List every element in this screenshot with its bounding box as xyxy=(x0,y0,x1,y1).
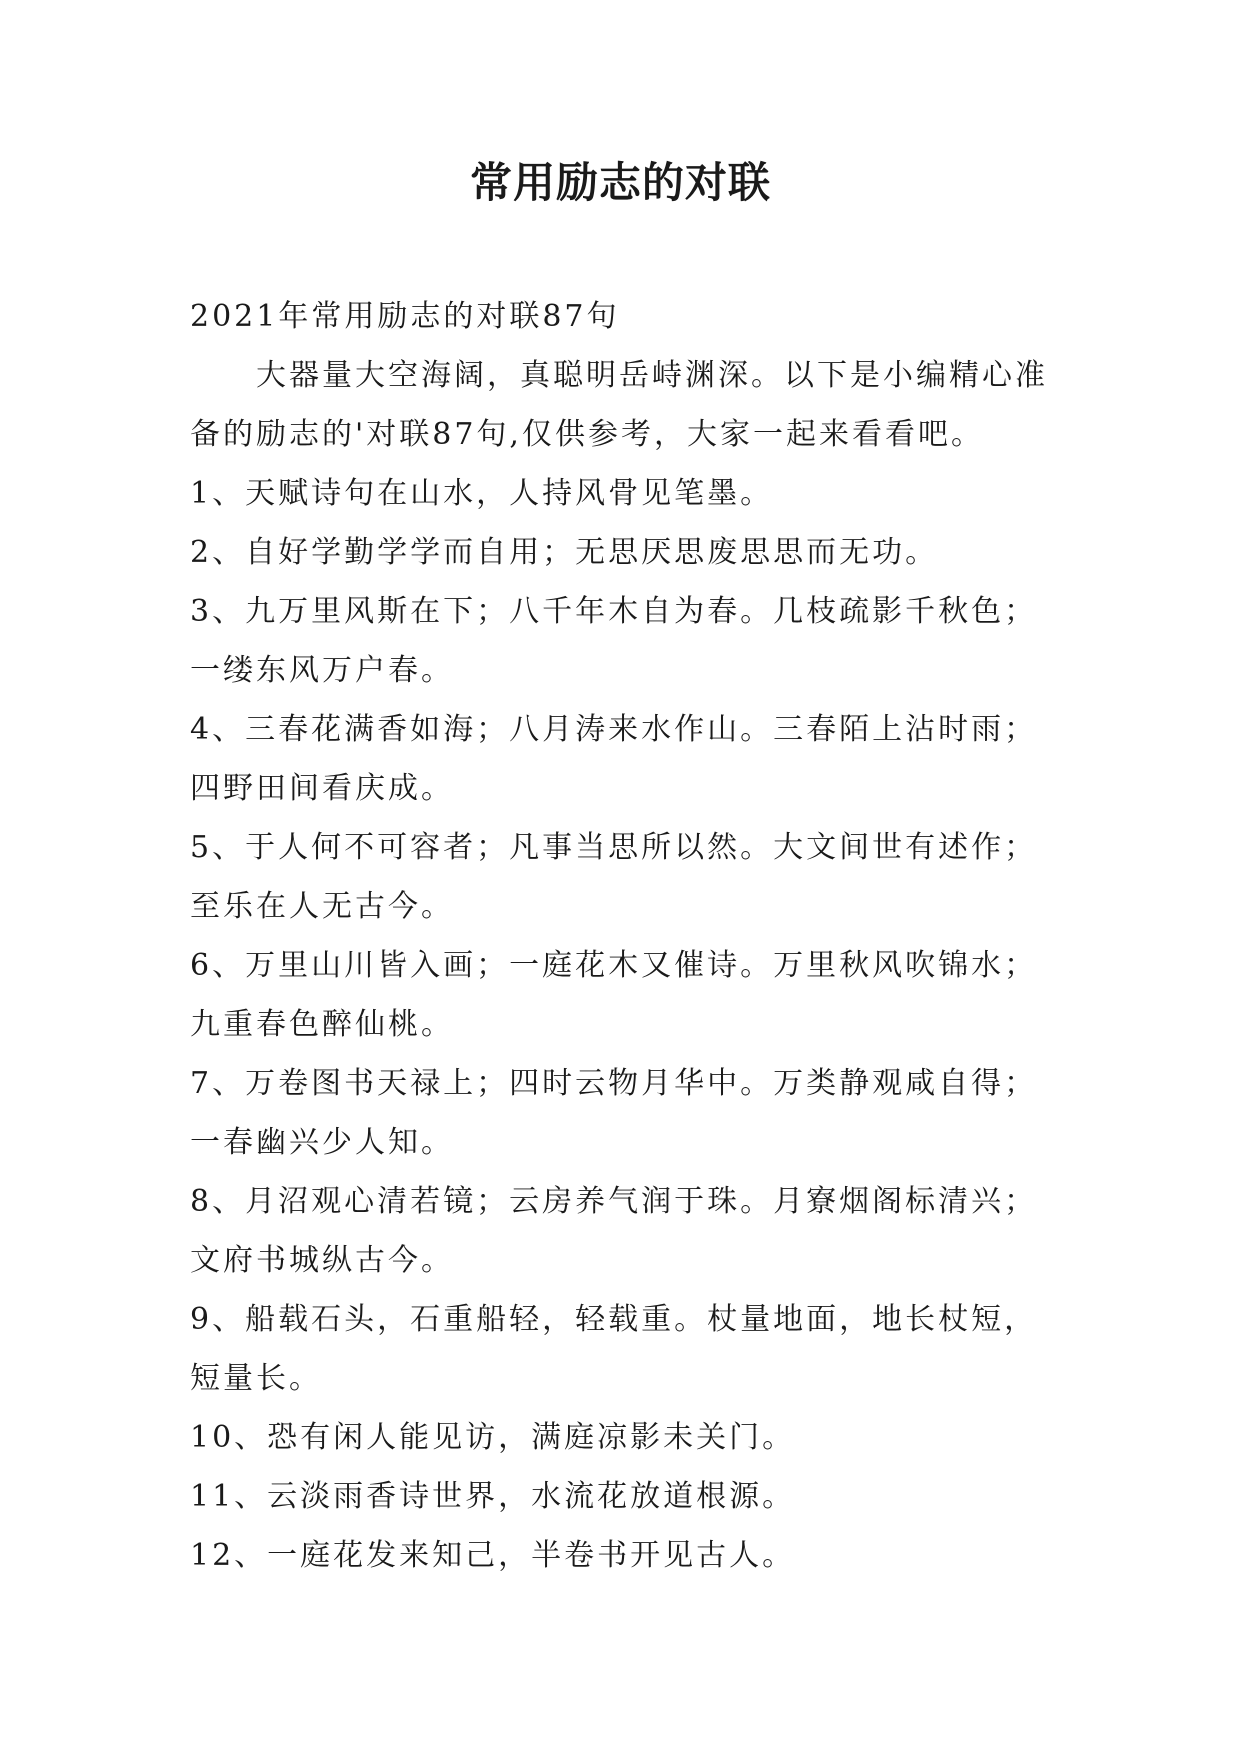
couplet-line-continued: 文府书城纵古今。 xyxy=(190,1243,454,1278)
subtitle: 2021年常用励志的对联87句 xyxy=(190,299,620,334)
couplet-item-9 xyxy=(190,1290,1070,1408)
couplet-item-1 xyxy=(190,464,1070,523)
document-title: 常用励志的对联 xyxy=(469,158,771,207)
couplet-item-8 xyxy=(190,1172,1070,1290)
couplet-item-6 xyxy=(190,936,1070,1054)
couplet-line-continued: 短量长。 xyxy=(190,1361,322,1396)
couplet-item-5 xyxy=(190,818,1070,936)
couplet-item-11 xyxy=(190,1467,1070,1526)
couplet-line: 7、万卷图书天禄上；四时云物月华中。万类静观咸自得； xyxy=(190,1066,1038,1101)
couplet-line: 12、一庭花发来知己，半卷书开见古人。 xyxy=(190,1538,796,1573)
couplet-line: 3、九万里风斯在下；八千年木自为春。几枝疏影千秋色； xyxy=(190,594,1038,629)
couplet-line-continued: 九重春色醉仙桃。 xyxy=(190,1007,454,1042)
couplet-line: 4、三春花满香如海；八月涛来水作山。三春陌上沾时雨； xyxy=(190,712,1038,747)
couplet-item-12 xyxy=(190,1526,1070,1585)
couplet-line: 1、天赋诗句在山水，人持风骨见笔墨。 xyxy=(190,476,774,511)
couplet-item-3 xyxy=(190,582,1070,700)
couplet-line-continued: 一春幽兴少人知。 xyxy=(190,1125,454,1160)
couplet-line-continued: 一缕东风万户春。 xyxy=(190,653,454,688)
intro-paragraph xyxy=(190,346,1070,464)
couplet-line: 10、恐有闲人能见访，满庭凉影未关门。 xyxy=(190,1420,796,1455)
couplet-line-continued: 至乐在人无古今。 xyxy=(190,889,454,924)
couplet-line: 5、于人何不可容者；凡事当思所以然。大文间世有述作； xyxy=(190,830,1038,865)
document-body xyxy=(190,287,1070,1585)
couplet-item-2 xyxy=(190,523,1070,582)
couplet-line-continued: 四野田间看庆成。 xyxy=(190,771,454,806)
couplet-item-10 xyxy=(190,1408,1070,1467)
couplet-item-4 xyxy=(190,700,1070,818)
couplet-line: 8、月沼观心清若镜；云房养气润于珠。月寮烟阁标清兴； xyxy=(190,1184,1038,1219)
couplet-line: 6、万里山川皆入画；一庭花木又催诗。万里秋风吹锦水； xyxy=(190,948,1038,983)
intro-line-2: 备的励志的'对联87句,仅供参考，大家一起来看看吧。 xyxy=(190,417,984,452)
couplet-item-7 xyxy=(190,1054,1070,1172)
couplet-line: 11、云淡雨香诗世界，水流花放道根源。 xyxy=(190,1479,796,1514)
couplet-line: 2、自好学勤学学而自用；无思厌思废思思而无功。 xyxy=(190,535,939,570)
couplet-line: 9、船载石头，石重船轻，轻载重。杖量地面，地长杖短， xyxy=(190,1302,1038,1337)
intro-line-1: 大器量大空海阔，真聪明岳峙渊深。以下是小编精心准 xyxy=(256,358,1048,393)
